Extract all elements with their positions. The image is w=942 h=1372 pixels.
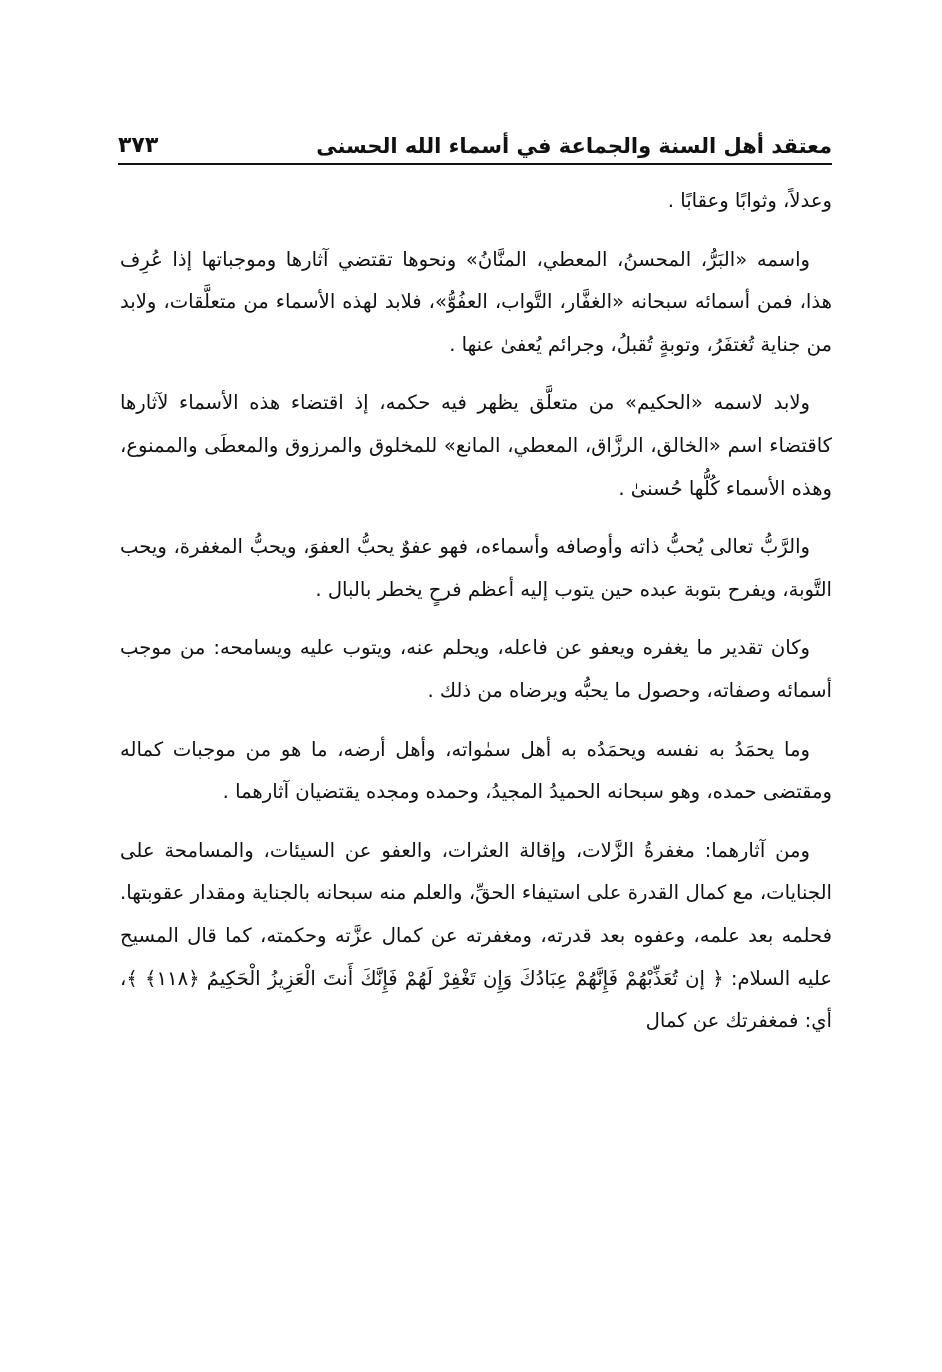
header-rule xyxy=(118,163,832,165)
paragraph: ومن آثارهما: مغفرةُ الزَّلات، وإقالة العثرات، والعفو عن السيئات، والمسامحة على الجنايات، مع كمال القدرة على استيفاء الحقِّ، والعلم منه سبحانه بالجناية ومقدار عقوبتها. فحلمه بعد علمه، وعفوه بعد قدرته، ومغفرته عن كمال عزَّته وحكمته، كما قال المسيح عليه السلام: ﴿ إن تُعَذِّبْهُمْ فَإِنَّهُمْ عِبَادُكَ وَإِن تَغْفِرْ لَهُمْ فَإِنَّكَ أَنتَ الْعَزِيزُ الْحَكِيمُ ﴿١١٨﴾ ﴾، أي: فمغفرتك عن كمال xyxy=(120,838,833,1033)
paragraph: وكان تقدير ما يغفره ويعفو عن فاعله، ويحلم عنه، ويتوب عليه ويسامحه: من موجب أسمائه وصفاته، وحصول ما يحبُّه ويرضاه من ذلك . xyxy=(120,636,832,702)
running-header xyxy=(118,118,832,158)
book-title: معتقد أهل السنة والجماعة في أسماء الله الحسنى xyxy=(316,134,832,158)
paragraph: ولابد لاسمه «الحكيم» من متعلَّق يظهر فيه حكمه، إذ اقتضاء هذه الأسماء لآثارها كاقتضاء اسم «الخالق، الرزَّاق، المعطي، المانع» للمخلوق والمرزوق والمعطَى والممنوع، وهذه الأسماء كُلُّها حُسنىٰ . xyxy=(120,391,832,500)
paragraph: والرَّبُّ تعالى يُحبُّ ذاته وأوصافه وأسماءه، فهو عفوٌ يحبُّ العفوَ، ويحبُّ المغفرة، ويحب التَّوبة، ويفرح بتوبة عبده حين يتوب إليه أعظم فرحٍ يخطر بالبال . xyxy=(120,535,832,601)
paragraph: واسمه «البَرُّ، المحسنُ، المعطي، المنَّانُ» ونحوها تقتضي آثارها وموجباتها إذا عُرِف هذا، فمن أسمائه سبحانه «الغفَّار، التَّواب، العفُوُّ»، فلابد لهذه الأسماء من متعلَّقات، ولابد من جناية تُغتفَرُ، وتوبةٍ تُقبلُ، وجرائم يُعفىٰ عنها . xyxy=(120,247,832,356)
paragraph: وعدلاً، وثوابًا وعقابًا . xyxy=(667,189,832,212)
paragraph: وما يحمَدُ به نفسه ويحمَدُه به أهل سمٰواته، وأهل أرضه، ما هو من موجبات كماله ومقتضى حمده، وهو سبحانه الحميدُ المجيدُ، وحمده ومجده يقتضيان آثارهما . xyxy=(120,737,832,804)
page-number: ٣٧٣ xyxy=(118,133,159,158)
body-text xyxy=(120,180,832,1059)
